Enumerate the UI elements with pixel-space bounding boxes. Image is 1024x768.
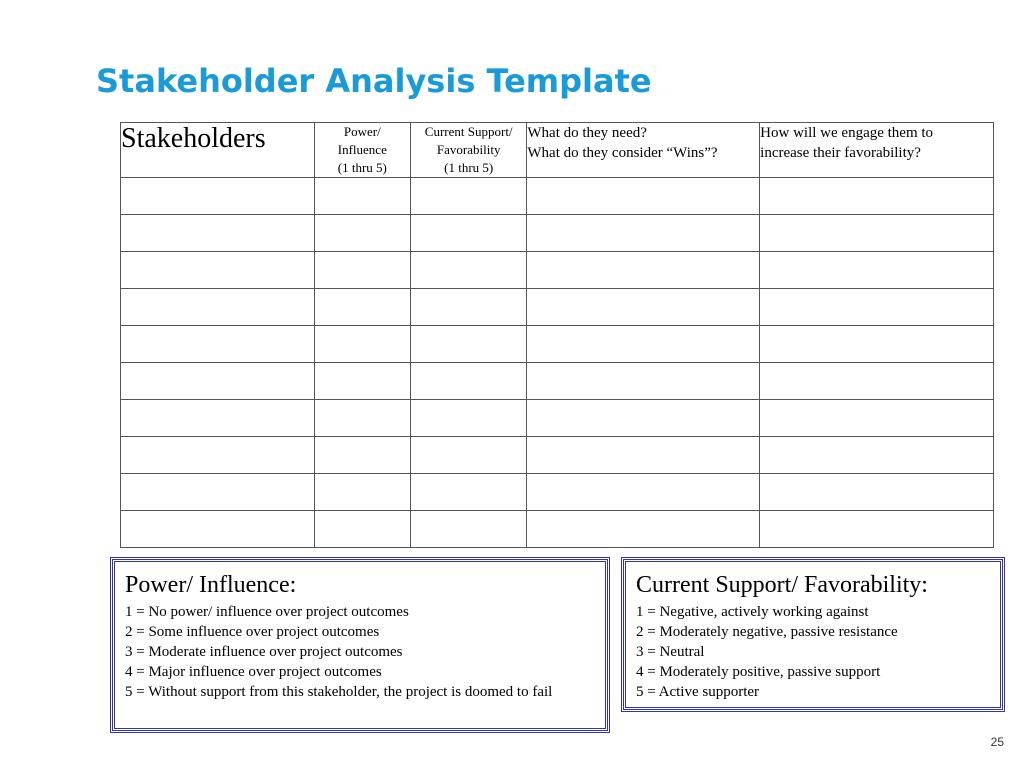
stakeholder-cell[interactable] bbox=[121, 178, 315, 215]
stakeholder-cell[interactable] bbox=[121, 289, 315, 326]
table-row bbox=[121, 363, 994, 400]
needs-cell[interactable] bbox=[527, 511, 760, 548]
engage-cell[interactable] bbox=[760, 437, 994, 474]
needs-cell[interactable] bbox=[527, 326, 760, 363]
support-legend-item: 1 = Negative, actively working against bbox=[636, 604, 869, 620]
power-cell[interactable] bbox=[314, 289, 410, 326]
needs-cell[interactable] bbox=[527, 474, 760, 511]
support-cell[interactable] bbox=[410, 363, 526, 400]
needs-cell[interactable] bbox=[527, 215, 760, 252]
stakeholder-cell[interactable] bbox=[121, 437, 315, 474]
support-cell[interactable] bbox=[410, 326, 526, 363]
power-cell[interactable] bbox=[314, 400, 410, 437]
needs-cell[interactable] bbox=[527, 437, 760, 474]
header-power-line: Influence bbox=[337, 142, 387, 157]
needs-cell[interactable] bbox=[527, 252, 760, 289]
header-needs-wins bbox=[527, 123, 760, 178]
power-cell[interactable] bbox=[314, 178, 410, 215]
engage-cell[interactable] bbox=[760, 252, 994, 289]
header-support-line: Favorability bbox=[436, 142, 501, 157]
engage-cell[interactable] bbox=[760, 289, 994, 326]
power-influence-legend bbox=[112, 559, 608, 731]
power-legend-title: Power/ Influence: bbox=[125, 572, 297, 598]
engage-cell[interactable] bbox=[760, 363, 994, 400]
support-legend-item: 3 = Neutral bbox=[636, 644, 705, 660]
power-cell[interactable] bbox=[314, 326, 410, 363]
stakeholder-cell[interactable] bbox=[121, 215, 315, 252]
support-legend-item: 4 = Moderately positive, passive support bbox=[636, 664, 881, 680]
header-needs-line: What do they need? bbox=[527, 125, 647, 141]
header-engage-line: increase their favorability? bbox=[760, 145, 921, 161]
page-number: 25 bbox=[990, 735, 1004, 749]
engage-cell[interactable] bbox=[760, 215, 994, 252]
header-stakeholders: Stakeholders bbox=[121, 123, 315, 178]
header-power-line: Power/ bbox=[343, 124, 381, 139]
support-cell[interactable] bbox=[410, 178, 526, 215]
stakeholder-cell[interactable] bbox=[121, 400, 315, 437]
table-row bbox=[121, 289, 994, 326]
needs-cell[interactable] bbox=[527, 289, 760, 326]
needs-cell[interactable] bbox=[527, 178, 760, 215]
engage-cell[interactable] bbox=[760, 511, 994, 548]
needs-cell[interactable] bbox=[527, 400, 760, 437]
stakeholder-table bbox=[120, 122, 994, 548]
support-cell[interactable] bbox=[410, 215, 526, 252]
stakeholder-cell[interactable] bbox=[121, 326, 315, 363]
slide-title: Stakeholder Analysis Template bbox=[96, 62, 652, 100]
engage-cell[interactable] bbox=[760, 400, 994, 437]
table-header-row bbox=[121, 123, 994, 178]
support-favorability-legend bbox=[623, 559, 1003, 710]
table-row bbox=[121, 511, 994, 548]
table-row bbox=[121, 474, 994, 511]
header-support-line: (1 thru 5) bbox=[444, 160, 494, 175]
support-cell[interactable] bbox=[410, 289, 526, 326]
table-row bbox=[121, 215, 994, 252]
support-cell[interactable] bbox=[410, 474, 526, 511]
support-cell[interactable] bbox=[410, 437, 526, 474]
power-cell[interactable] bbox=[314, 363, 410, 400]
header-needs-line: What do they consider “Wins”? bbox=[527, 145, 718, 161]
header-power-influence bbox=[314, 123, 410, 178]
table-body bbox=[121, 178, 994, 548]
power-cell[interactable] bbox=[314, 474, 410, 511]
stakeholder-cell[interactable] bbox=[121, 252, 315, 289]
header-power-line: (1 thru 5) bbox=[337, 160, 387, 175]
support-legend-title: Current Support/ Favorability: bbox=[636, 572, 928, 598]
power-cell[interactable] bbox=[314, 437, 410, 474]
table-row bbox=[121, 326, 994, 363]
engage-cell[interactable] bbox=[760, 326, 994, 363]
header-support-line: Current Support/ bbox=[424, 124, 513, 139]
power-legend-item: 3 = Moderate influence over project outcomes bbox=[125, 644, 403, 660]
header-current-support bbox=[410, 123, 526, 178]
table-row bbox=[121, 400, 994, 437]
stakeholder-cell[interactable] bbox=[121, 511, 315, 548]
table-row bbox=[121, 178, 994, 215]
table-row bbox=[121, 437, 994, 474]
needs-cell[interactable] bbox=[527, 363, 760, 400]
header-engage bbox=[760, 123, 994, 178]
support-legend-item: 5 = Active supporter bbox=[636, 684, 760, 700]
table-row bbox=[121, 252, 994, 289]
support-cell[interactable] bbox=[410, 511, 526, 548]
support-cell[interactable] bbox=[410, 400, 526, 437]
power-cell[interactable] bbox=[314, 215, 410, 252]
engage-cell[interactable] bbox=[760, 474, 994, 511]
power-legend-item: 4 = Major influence over project outcomes bbox=[125, 664, 382, 680]
stakeholder-cell[interactable] bbox=[121, 363, 315, 400]
support-legend-item: 2 = Moderately negative, passive resistance bbox=[636, 624, 898, 640]
header-engage-line: How will we engage them to bbox=[760, 125, 934, 141]
power-legend-item: 5 = Without support from this stakeholder, the project is doomed to fail bbox=[125, 684, 553, 700]
power-legend-item: 1 = No power/ influence over project outcomes bbox=[125, 604, 409, 620]
power-cell[interactable] bbox=[314, 511, 410, 548]
engage-cell[interactable] bbox=[760, 178, 994, 215]
power-cell[interactable] bbox=[314, 252, 410, 289]
stakeholder-cell[interactable] bbox=[121, 474, 315, 511]
support-cell[interactable] bbox=[410, 252, 526, 289]
power-legend-item: 2 = Some influence over project outcomes bbox=[125, 624, 380, 640]
